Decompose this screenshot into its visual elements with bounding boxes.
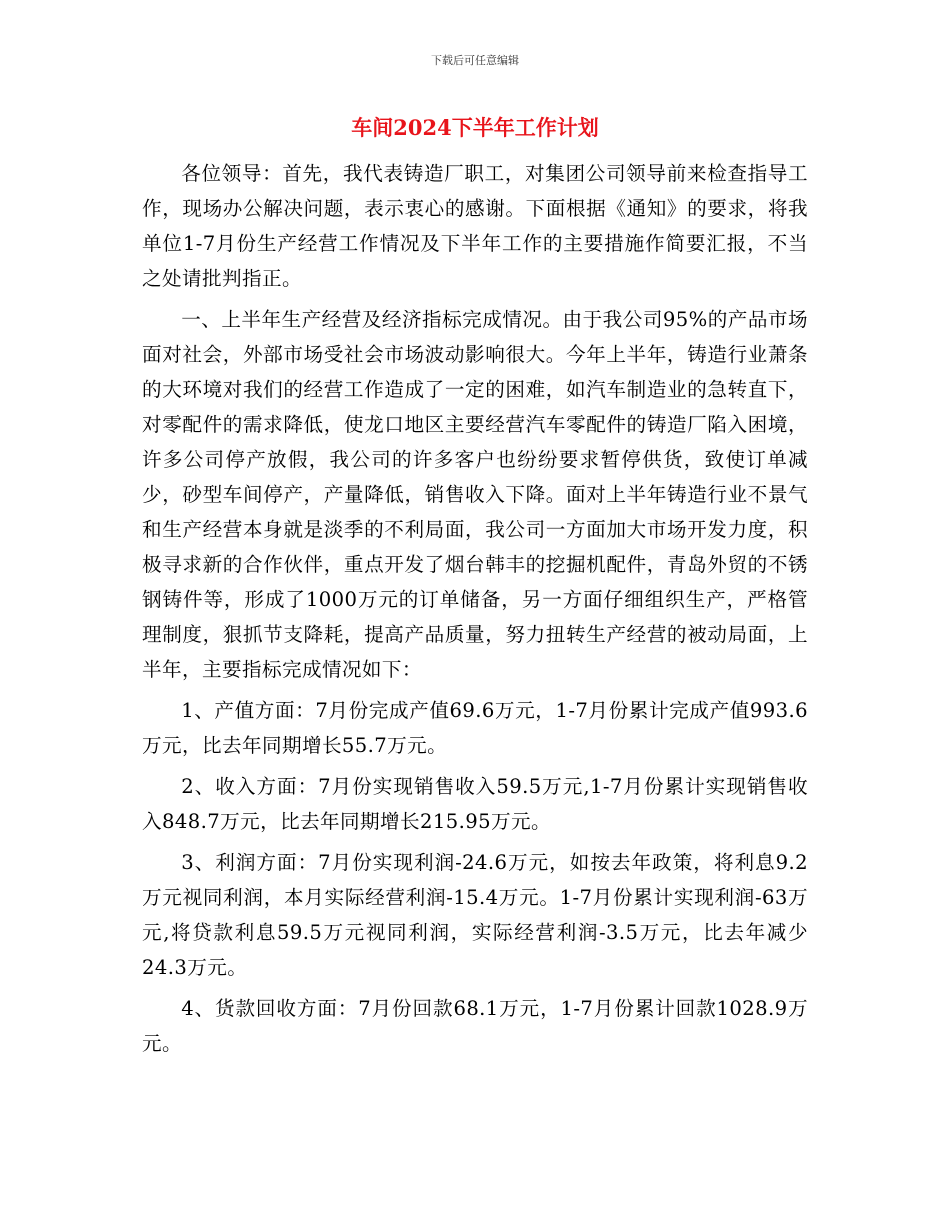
header-note: 下载后可任意编辑 — [431, 54, 519, 67]
document-title: 车间2024下半年工作计划 — [351, 115, 599, 140]
paragraph-section-one: 一、上半年生产经营及经济指标完成情况。由于我公司95%的产品市场面对社会，外部市场受社会市场波动影响很大。今年上半年，铸造行业萧条的大环境对我们的经营工作造成了一定的困难，如汽车制造业的急转直下，对零配件的需求降低，使龙口地区主要经营汽车零配件的铸造厂陷入困境，许多公司停产放假，我公司的许多客户也纷纷要求暂停供货，致使订单减少，砂型车间停产，产量降低，销售收入下降。面对上半年铸造行业不景气和生产经营本身就是淡季的不利局面，我公司一方面加大市场开发力度，积极寻求新的合作伙伴，重点开发了烟台韩丰的挖掘机配件，青岛外贸的不锈钢铸件等，形成了1000万元的订单储备，另一方面仔细组织生产，严格管理制度，狠抓节支降耗，提高产品质量，努力扭转生产经营的被动局面，上半年，主要指标完成情况如下： — [142, 308, 808, 681]
paragraph-profit: 3、利润方面：7月份实现利润-24.6万元，如按去年政策，将利息9.2万元视同利润，本月实际经营利润-15.4万元。1-7月份累计实现利润-63万元,将贷款利息59.5万元视同利润，实际经营利润-3.5万元，比去年减少24.3万元。 — [142, 851, 808, 979]
paragraph-revenue: 2、收入方面：7月份实现销售收入59.5万元,1-7月份累计实现销售收入848.7万元，比去年同期增长215.95万元。 — [142, 775, 808, 833]
paragraph-payment-collection: 4、货款回收方面：7月份回款68.1万元，1-7月份累计回款1028.9万元。 — [142, 997, 808, 1055]
paragraph-greeting: 各位领导：首先，我代表铸造厂职工，对集团公司领导前来检查指导工作，现场办公解决问题，表示衷心的感谢。下面根据《通知》的要求，将我单位1-7月份生产经营工作情况及下半年工作的主要措施作简要汇报，不当之处请批判指正。 — [142, 162, 808, 290]
paragraph-output-value: 1、产值方面：7月份完成产值69.6万元，1-7月份累计完成产值993.6万元，比去年同期增长55.7万元。 — [142, 699, 808, 757]
document-body — [142, 156, 808, 1061]
